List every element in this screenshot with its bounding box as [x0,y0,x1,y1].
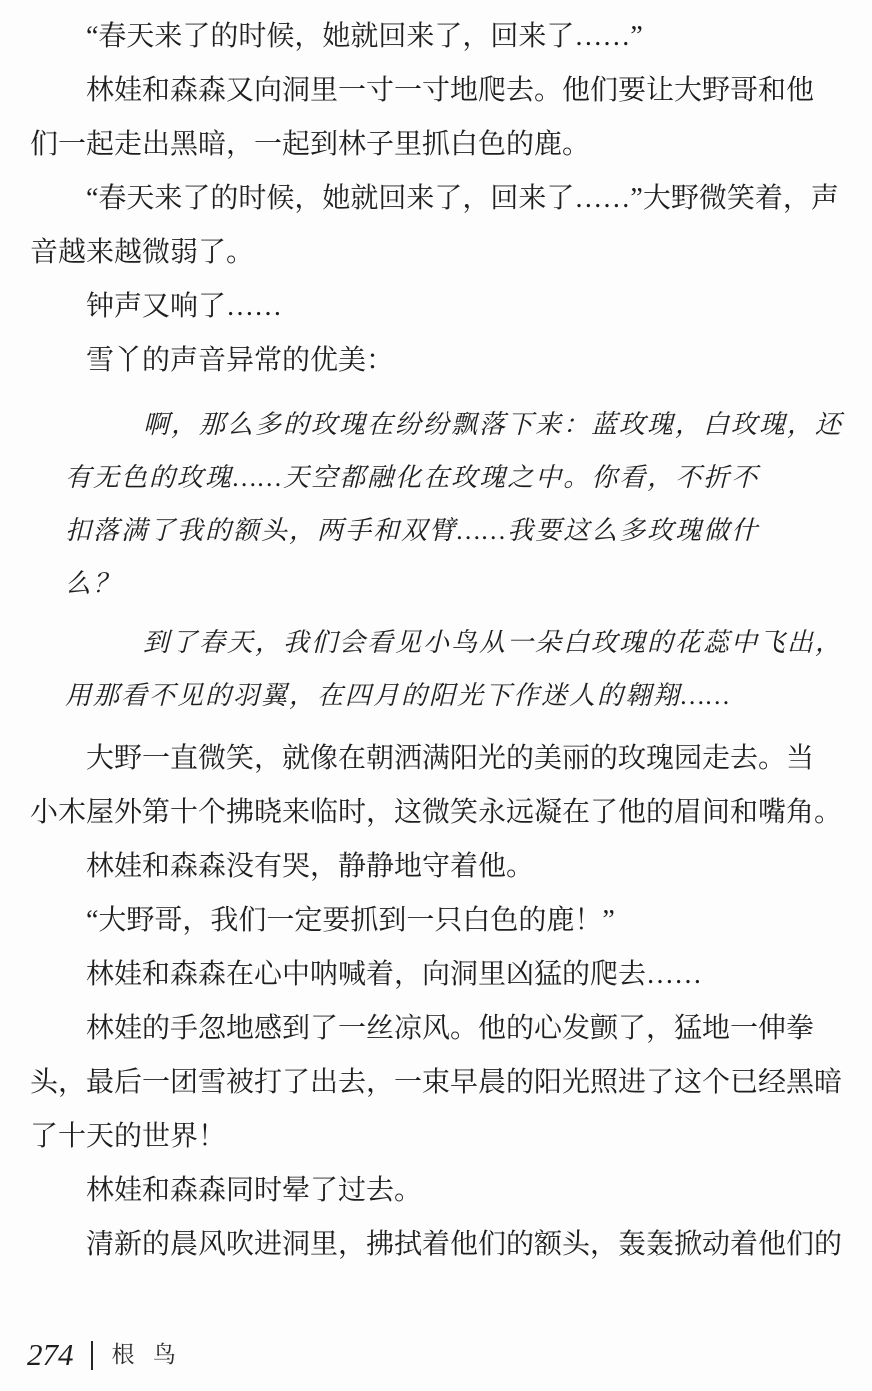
text-line: 有无色的玫瑰……天空都融化在玫瑰之中。你看，不折不 [65,463,760,492]
text-line: 大野一直微笑，就像在朝洒满阳光的美丽的玫瑰园走去。当 [86,743,815,774]
paragraph [30,1164,848,1218]
page-number: 274 [27,1337,74,1372]
text-line: 林娃和森森又向洞里一寸一寸地爬去。他们要让大野哥和他 [86,75,815,106]
text-line: 了十天的世界！ [30,1121,227,1152]
text-line: 啊，那么多的玫瑰在纷纷飘落下来：蓝玫瑰，白玫瑰，还 [143,410,844,439]
paragraph [30,894,848,948]
text-line: 清新的晨风吹进洞里，拂拭着他们的额头，轰轰掀动着他们的 [86,1229,843,1260]
page-footer [27,1337,194,1373]
text-line: 林娃和森森同时晕了过去。 [86,1175,423,1206]
paragraph [30,334,848,388]
text-line: 用那看不见的羽翼，在四月的阳光下作迷人的翱翔…… [65,681,732,710]
paragraph [30,10,848,64]
text-line: 扣落满了我的额头，两手和双臂……我要这么多玫瑰做什 [65,516,760,545]
footer-separator-bar [91,1341,93,1370]
text-line: 小木屋外第十个拂晓来临时，这微笑永远凝在了他的眉间和嘴角。 [30,797,843,828]
text-line: 林娃和森森在心中呐喊着，向洞里凶猛的爬去…… [86,959,703,990]
paragraph [30,280,848,334]
text-line: 么？ [65,569,122,598]
paragraph [30,1218,848,1272]
text-line: 们一起走出黑暗，一起到林子里抓白色的鹿。 [30,129,591,160]
paragraph [30,64,848,172]
paragraph [30,172,848,280]
paragraph [30,732,848,840]
text-line: 雪丫的声音异常的优美： [86,345,395,376]
text-line: 林娃和森森没有哭，静静地守着他。 [86,851,535,882]
quote-paragraph [65,398,848,610]
text-line: “春天来了的时候，她就回来了，回来了……”大野微笑着，声 [86,183,839,214]
book-title: 根鸟 [111,1342,195,1367]
text-line: 林娃的手忽地感到了一丝凉风。他的心发颤了，猛地一伸拳 [86,1013,815,1044]
text-line: 到了春天，我们会看见小鸟从一朵白玫瑰的花蕊中飞出， [143,628,844,657]
text-line: “春天来了的时候，她就回来了，回来了……” [86,21,643,52]
text-line: 头，最后一团雪被打了出去，一束早晨的阳光照进了这个已经黑暗 [30,1067,843,1098]
text-line: “大野哥，我们一定要抓到一只白色的鹿！” [86,905,615,936]
paragraph [30,948,848,1002]
text-line: 音越来越微弱了。 [30,237,255,268]
paragraph [30,1002,848,1164]
paragraph [30,840,848,894]
text-line: 钟声又响了…… [86,291,283,322]
quote-paragraph [65,616,848,722]
